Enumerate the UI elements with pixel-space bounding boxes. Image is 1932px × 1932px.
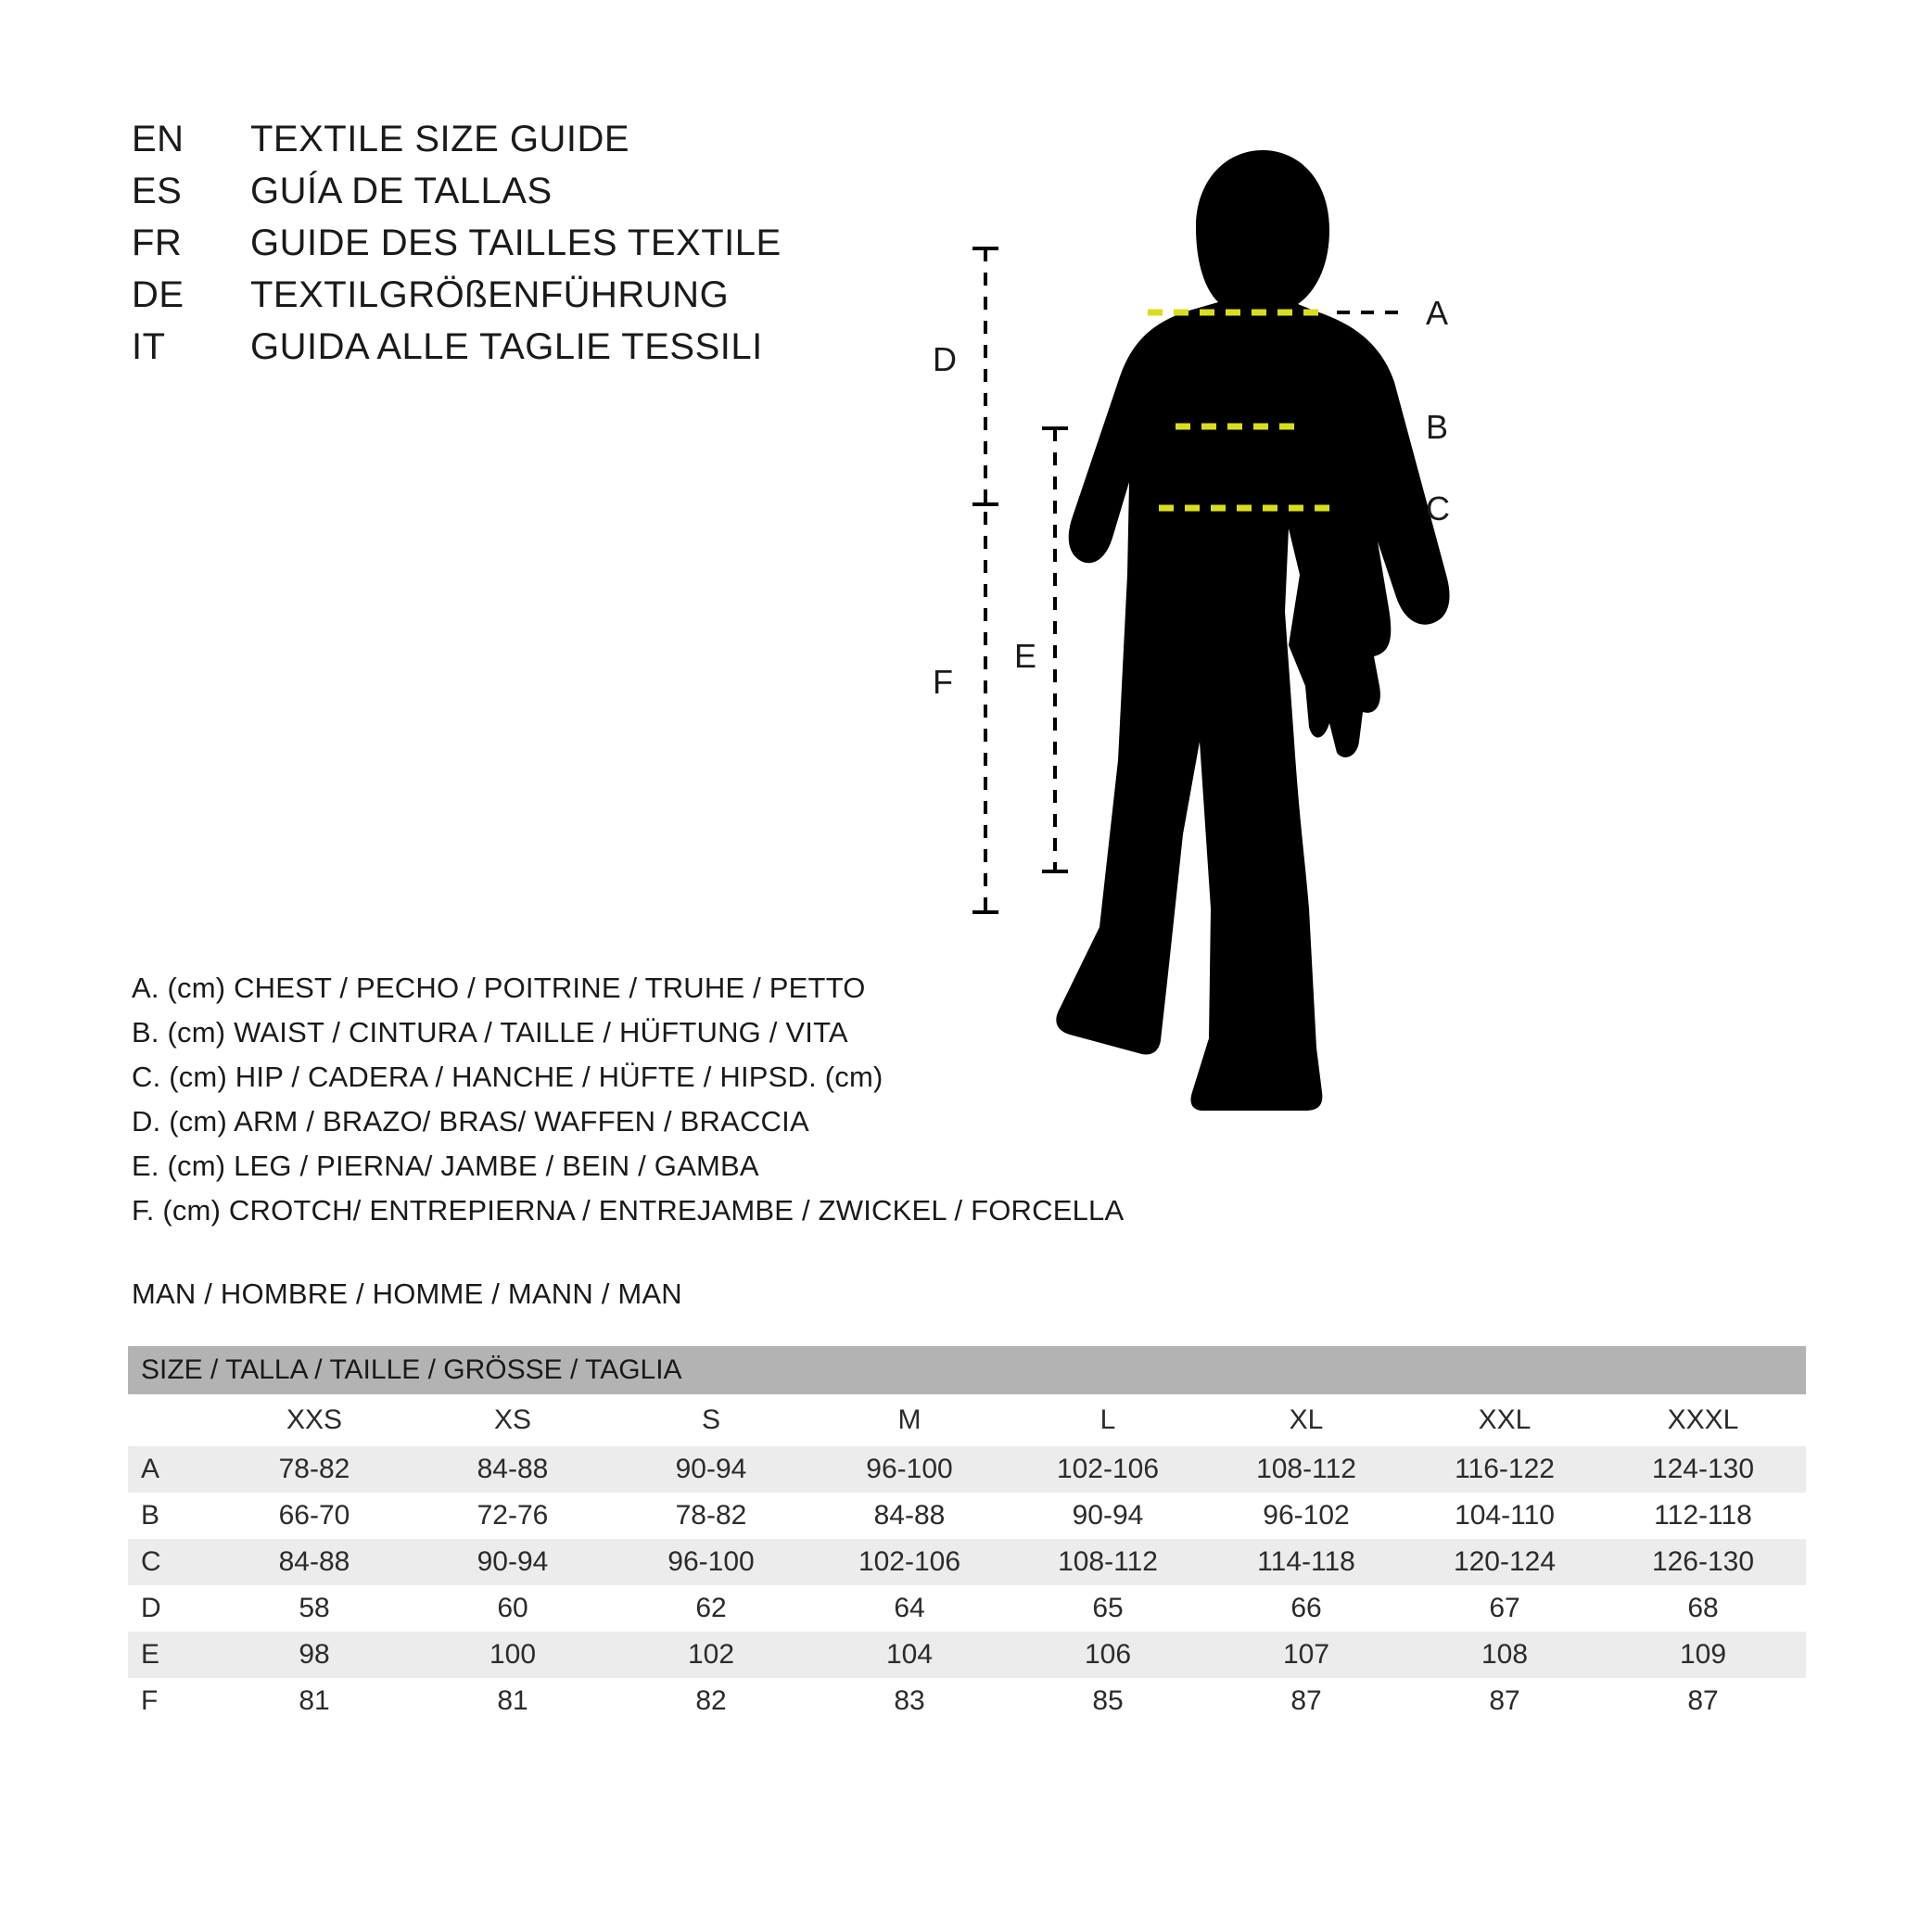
cell-f-m: 83: [894, 1685, 925, 1716]
column-header-xxs: XXS: [286, 1405, 343, 1435]
label-f: F: [933, 663, 953, 701]
cell-a-xxl: 116-122: [1405, 1446, 1604, 1493]
title-text-de: TEXTILGRÖßENFÜHRUNG: [250, 274, 730, 315]
cell-c-xxxl: 126-130: [1604, 1539, 1802, 1585]
cell-b-xxs: 66-70: [278, 1500, 350, 1531]
table-row: [128, 1632, 1806, 1678]
cell-e-s: 102: [612, 1632, 810, 1678]
cell-c-xxl: 120-124: [1405, 1539, 1604, 1585]
table-row: [128, 1585, 1806, 1632]
label-d: D: [933, 340, 957, 378]
row-label-b: B: [141, 1500, 160, 1531]
figure-silhouette-svg: [933, 93, 1845, 1224]
cell-a-l: 102-106: [1009, 1446, 1207, 1493]
cell-b-s: 78-82: [675, 1500, 747, 1531]
cell-f-s: 82: [695, 1685, 727, 1716]
label-e: E: [1014, 637, 1037, 675]
gender-label: MAN / HOMBRE / HOMME / MANN / MAN: [132, 1277, 682, 1310]
column-header-xxxl: XXXL: [1667, 1405, 1739, 1435]
cell-e-xxxl: 109: [1604, 1632, 1802, 1678]
column-header-m: M: [897, 1405, 922, 1435]
cell-b-xs: 72-76: [477, 1500, 549, 1531]
cell-d-xxs: 58: [299, 1593, 330, 1623]
row-label-a: A: [128, 1446, 215, 1493]
cell-e-xl: 107: [1207, 1632, 1405, 1678]
cell-a-s: 90-94: [612, 1446, 810, 1493]
row-label-e: E: [128, 1632, 215, 1678]
title-row: [132, 326, 782, 378]
title-row: [132, 274, 782, 326]
cell-a-m: 96-100: [810, 1446, 1009, 1493]
cell-d-m: 64: [894, 1593, 925, 1623]
cell-c-xs: 90-94: [413, 1539, 612, 1585]
cell-f-xs: 81: [497, 1685, 528, 1716]
column-header-xxl: XXL: [1478, 1405, 1532, 1435]
legend-line-b: B. (cm) WAIST / CINTURA / TAILLE / HÜFTUNG / VITA: [132, 1016, 848, 1049]
column-header-xs: XS: [493, 1405, 532, 1435]
table-band-label: SIZE / TALLA / TAILLE / GRÖSSE / TAGLIA: [128, 1346, 1806, 1394]
row-label-f: F: [141, 1685, 159, 1716]
spacer-cell: [1802, 1394, 1806, 1446]
cell-f-xxl: 87: [1489, 1685, 1520, 1716]
column-header-s: S: [701, 1405, 720, 1435]
column-header-l: L: [1099, 1405, 1116, 1435]
label-c: C: [1426, 489, 1450, 527]
size-table: [128, 1346, 1806, 1724]
spacer-cell: [1802, 1632, 1806, 1678]
cell-e-m: 104: [810, 1632, 1009, 1678]
cell-f-xxs: 81: [299, 1685, 330, 1716]
title-text-it: GUIDA ALLE TAGLIE TESSILI: [250, 326, 763, 367]
cell-f-l: 85: [1092, 1685, 1124, 1716]
cell-d-s: 62: [695, 1593, 727, 1623]
title-lang-es: ES: [132, 171, 183, 211]
title-row: [132, 119, 782, 171]
cell-b-xl: 96-102: [1263, 1500, 1350, 1531]
cell-e-xxl: 108: [1405, 1632, 1604, 1678]
cell-c-xxs: 84-88: [215, 1539, 413, 1585]
cell-c-l: 108-112: [1009, 1539, 1207, 1585]
cell-f-xxxl: 87: [1687, 1685, 1719, 1716]
cell-d-l: 65: [1092, 1593, 1124, 1623]
measurement-diagram: [933, 93, 1845, 1224]
table-row: [128, 1539, 1806, 1585]
title-text-es: GUÍA DE TALLAS: [250, 171, 553, 211]
legend-line-f: F. (cm) CROTCH/ ENTREPIERNA / ENTREJAMBE / ZWICKEL / FORCELLA: [132, 1194, 1125, 1227]
title-block: [132, 119, 782, 378]
spacer-cell: [1802, 1493, 1806, 1539]
table-row: [128, 1678, 1806, 1724]
label-a: A: [1426, 294, 1449, 332]
cell-a-xs: 84-88: [413, 1446, 612, 1493]
man-silhouette-icon: [1056, 150, 1449, 1111]
cell-b-xxl: 104-110: [1455, 1500, 1555, 1531]
corner-cell: [128, 1394, 215, 1446]
title-text-en: TEXTILE SIZE GUIDE: [250, 119, 630, 159]
column-header-xl: XL: [1289, 1405, 1324, 1435]
table-band-header: [128, 1346, 1806, 1394]
title-lang-fr: FR: [132, 222, 183, 263]
spacer-cell: [1802, 1446, 1806, 1493]
cell-b-l: 90-94: [1072, 1500, 1144, 1531]
cell-a-xl: 108-112: [1207, 1446, 1405, 1493]
cell-d-xs: 60: [497, 1593, 528, 1623]
row-label-c: C: [128, 1539, 215, 1585]
legend-line-e: E. (cm) LEG / PIERNA/ JAMBE / BEIN / GAMBA: [132, 1150, 759, 1182]
cell-d-xxl: 67: [1489, 1593, 1520, 1623]
row-label-d: D: [141, 1593, 161, 1623]
spacer-cell: [1802, 1585, 1806, 1632]
cell-c-xl: 114-118: [1207, 1539, 1405, 1585]
legend-line-a: A. (cm) CHEST / PECHO / POITRINE / TRUHE / PETTO: [132, 972, 866, 1004]
cell-d-xl: 66: [1290, 1593, 1322, 1623]
table-column-headers: [128, 1394, 1806, 1446]
title-lang-it: IT: [132, 326, 166, 367]
cell-c-s: 96-100: [612, 1539, 810, 1585]
title-text-fr: GUIDE DES TAILLES TEXTILE: [250, 222, 782, 263]
cell-e-l: 106: [1009, 1632, 1207, 1678]
title-lang-en: EN: [132, 119, 184, 159]
cell-d-xxxl: 68: [1687, 1593, 1719, 1623]
spacer-cell: [1802, 1678, 1806, 1724]
legend-block: [132, 972, 1124, 1239]
table-row: [128, 1446, 1806, 1493]
cell-e-xs: 100: [413, 1632, 612, 1678]
spacer-cell: [1802, 1539, 1806, 1585]
cell-b-m: 84-88: [873, 1500, 946, 1531]
cell-a-xxs: 78-82: [215, 1446, 413, 1493]
cell-f-xl: 87: [1290, 1685, 1322, 1716]
title-row: [132, 171, 782, 222]
cell-a-xxxl: 124-130: [1604, 1446, 1802, 1493]
cell-c-m: 102-106: [810, 1539, 1009, 1585]
title-lang-de: DE: [132, 274, 184, 315]
label-b: B: [1426, 408, 1449, 446]
legend-line-d: D. (cm) ARM / BRAZO/ BRAS/ WAFFEN / BRACCIA: [132, 1105, 809, 1138]
legend-line-c: C. (cm) HIP / CADERA / HANCHE / HÜFTE / HIPSD. (cm): [132, 1061, 883, 1093]
table-row: [128, 1493, 1806, 1539]
cell-b-xxxl: 112-118: [1654, 1500, 1752, 1531]
cell-e-xxs: 98: [215, 1632, 413, 1678]
title-row: [132, 222, 782, 274]
